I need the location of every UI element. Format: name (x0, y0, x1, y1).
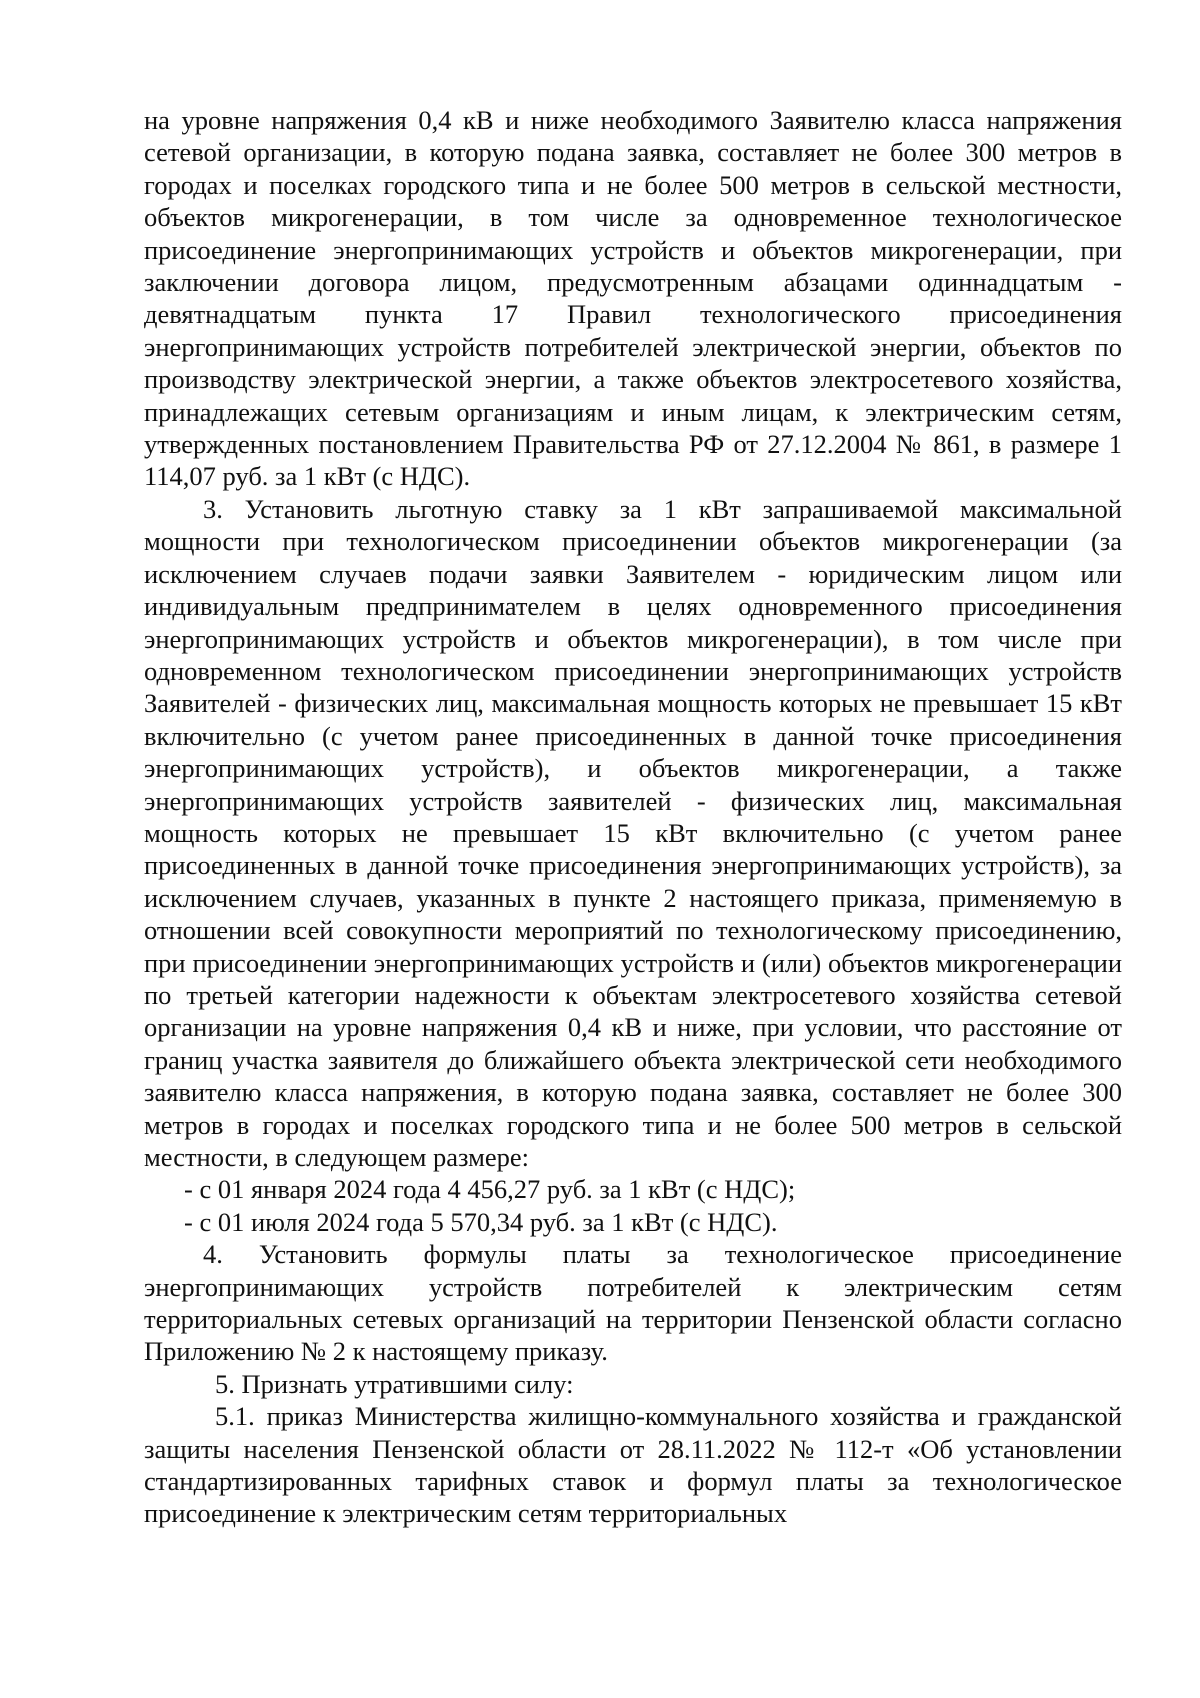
paragraph-item-3: 3. Установить льготную ставку за 1 кВт запрашиваемой максимальной мощности при технологическом присоединении объектов микрогенерации (за исключением случаев подачи заявки Заявителем - юридическим лицом или индивидуальным предпринимателем в целях одновременного присоединения энергопринимающих устройств и объектов микрогенерации), в том числе при одновременном технологическом присоединении энергопринимающих устройств Заявителей - физических лиц, максимальная мощность которых не превышает 15 кВт включительно (с учетом ранее присоединенных в данной точке присоединения энергопринимающих устройств), и объектов микрогенерации, а также энергопринимающих устройств заявителей - физических лиц, максимальная мощность которых не превышает 15 кВт включительно (с учетом ранее присоединенных в данной точке присоединения энергопринимающих устройств), за исключением случаев, указанных в пункте 2 настоящего приказа, применяемую в отношении всей совокупности мероприятий по технологическому присоединению, при присоединении энергопринимающих устройств и (или) объектов микрогенерации по третьей категории надежности к объектам электросетевого хозяйства сетевой организации на уровне напряжения 0,4 кВ и ниже, при условии, что расстояние от границ участка заявителя до ближайшего объекта электрической сети необходимого заявителю класса напряжения, в которую подана заявка, составляет не более 300 метров в городах и поселках городского типа и не более 500 метров в сельской местности, в следующем размере: (144, 493, 1122, 1172)
paragraph-continued: на уровне напряжения 0,4 кВ и ниже необходимого Заявителю класса напряжения сетевой организации, в которую подана заявка, составляет не более 300 метров в городах и поселках городского типа и не более 500 метров в сельской местности, объектов микрогенерации, в том числе за одновременное технологическое присоединение энергопринимающих устройств и объектов микрогенерации, при заключении договора лицом, предусмотренным абзацами одиннадцатым - девятнадцатым пункта 17 Правил технологического присоединения энергопринимающих устройств потребителей электрической энергии, объектов по производству электрической энергии, а также объектов электросетевого хозяйства, принадлежащих сетевым организациям и иным лицам, к электрическим сетям, утвержденных постановлением Правительства РФ от 27.12.2004 № 861, в размере 1 114,07 руб. за 1 кВт (с НДС). (144, 105, 1122, 492)
rate-list-item-january: - с 01 января 2024 года 4 456,27 руб. за 1 кВт (с НДС); (184, 1174, 796, 1205)
rate-list-item-july: - с 01 июля 2024 года 5 570,34 руб. за 1 кВт (с НДС). (184, 1206, 778, 1237)
paragraph-item-5: 5. Признать утратившими силу: (215, 1368, 574, 1399)
paragraph-item-4: 4. Установить формулы платы за технологическое присоединение энергопринимающих устройств потребителей к электрическим сетям территориальных сетевых организаций на территории Пензенской области согласно Приложению № 2 к настоящему приказу. (144, 1239, 1122, 1367)
document-page (144, 104, 1122, 1530)
paragraph-item-5-1: 5.1. приказ Министерства жилищно-коммунального хозяйства и гражданской защиты населения Пензенской области от 28.11.2022 № 112-т «Об установлении стандартизированных тарифных ставок и формул платы за технологическое присоединение к электрическим сетям территориальных (144, 1401, 1122, 1529)
